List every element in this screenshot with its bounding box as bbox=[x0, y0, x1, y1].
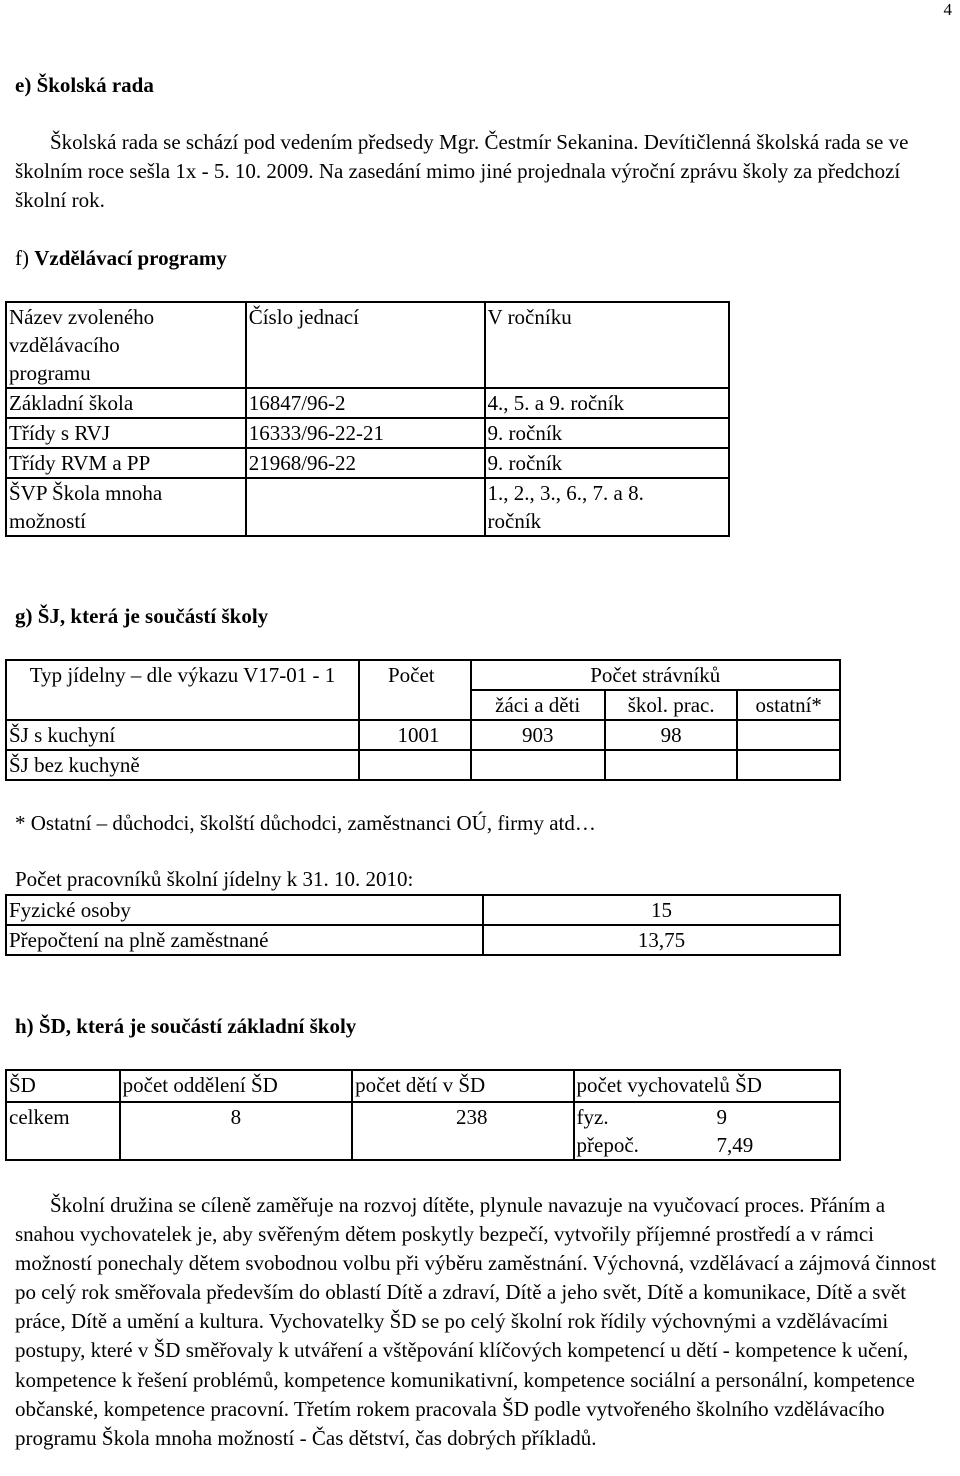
after-school-header bbox=[6, 1070, 840, 1102]
canteen-cell: 903 bbox=[471, 720, 605, 750]
staff-cell: Přepočtení na plně zaměstnané bbox=[6, 925, 483, 955]
programs-table bbox=[5, 301, 730, 537]
canteen-cell bbox=[737, 750, 840, 780]
canteen-cell: ŠJ bez kuchyně bbox=[6, 750, 359, 780]
canteen-header-strav: Počet strávníků bbox=[471, 660, 840, 690]
after-school-table bbox=[5, 1069, 841, 1161]
programs-header-grade: V ročníku bbox=[485, 302, 729, 388]
canteen-header-count: Počet bbox=[359, 660, 471, 720]
table-row bbox=[6, 1102, 840, 1160]
programs-cell: 4., 5. a 9. ročník bbox=[485, 388, 729, 418]
table-row bbox=[6, 895, 840, 925]
programs-cell: 16847/96-2 bbox=[246, 388, 485, 418]
sd-prepoc-value: 7,49 bbox=[716, 1133, 754, 1157]
table-row bbox=[6, 720, 840, 750]
sd-cell: celkem bbox=[6, 1102, 120, 1160]
staff-cell: Fyzické osoby bbox=[6, 895, 483, 925]
programs-table-header bbox=[6, 302, 729, 388]
programs-cell: 21968/96-22 bbox=[246, 448, 485, 478]
programs-cell: 9. ročník bbox=[485, 448, 729, 478]
canteen-cell: 98 bbox=[605, 720, 737, 750]
section-f-heading-prefix: f) bbox=[15, 246, 35, 270]
programs-cell bbox=[246, 478, 485, 536]
canteen-header-type: Typ jídelny – dle výkazu V17-01 - 1 bbox=[6, 660, 359, 720]
canteen-cell bbox=[605, 750, 737, 780]
canteen-table bbox=[5, 659, 841, 781]
programs-cell: Třídy RVM a PP bbox=[6, 448, 246, 478]
table-row bbox=[6, 925, 840, 955]
sd-header: počet oddělení ŠD bbox=[120, 1070, 352, 1102]
canteen-cell bbox=[737, 720, 840, 750]
canteen-cell: ŠJ s kuchyní bbox=[6, 720, 359, 750]
programs-cell: 16333/96-22-21 bbox=[246, 418, 485, 448]
table-row bbox=[6, 750, 840, 780]
programs-cell: Základní škola bbox=[6, 388, 246, 418]
section-h-heading: h) ŠD, která je součástí základní školy bbox=[15, 1014, 357, 1038]
table-row bbox=[6, 388, 729, 418]
section-e-paragraph: Školská rada se schází pod vedením předsedy Mgr. Čestmír Sekanina. Devítičlenná školská rada se ve školním roce sešla 1x - 5. 10. 2009. Na zasedání mimo jiné projednala výroční zprávu školy za předchozí školní rok. bbox=[15, 130, 909, 212]
staff-cell: 13,75 bbox=[483, 925, 840, 955]
programs-header-name: Název zvoleného vzdělávacího programu bbox=[6, 302, 246, 388]
sd-cell bbox=[574, 1102, 840, 1160]
canteen-subheader: žáci a děti bbox=[471, 690, 605, 720]
sd-cell: 238 bbox=[352, 1102, 573, 1160]
canteen-subheader: škol. prac. bbox=[605, 690, 737, 720]
section-h-paragraph: Školní družina se cíleně zaměřuje na rozvoj dítěte, plynule navazuje na vyučovací proces. Přáním a snahou vychovatelek je, aby svěřeným dětem poskytly bezpečí, vytvořily příjemné prostředí a v rámci možností ponechaly dětem svobodnou volbu při výběru zaměstnání. Výchovná, vzdělávací a zájmová činnost po celý rok směřovala především do oblastí Dítě a zdraví, Dítě a jeho svět, Dítě a komunikace, Dítě a svět práce, Dítě a umění a kultura. Vychovatelky ŠD se po celý školní rok řídily výchovnými a vzdělávacími postupy, které v ŠD směřovaly k utváření a vštěpování klíčových kompetencí u dětí - kompetence k učení, kompetence k řešení problémů, kompetence komunikativní, kompetence sociální a personální, kompetence občanské, kompetence pracovní. Třetím rokem pracovala ŠD podle vytvořeného školního vzdělávacího programu Škola mnoha možností - Čas dětství, čas dobrých příkladů. bbox=[15, 1193, 937, 1450]
canteen-subheader: ostatní* bbox=[737, 690, 840, 720]
programs-cell: ŠVP Škola mnoha možností bbox=[6, 478, 246, 536]
canteen-table-header bbox=[6, 660, 840, 690]
sd-prepoc-label: přepoč. bbox=[576, 1133, 639, 1157]
staff-cell: 15 bbox=[483, 895, 840, 925]
section-f-heading bbox=[15, 245, 227, 272]
canteen-cell: 1001 bbox=[359, 720, 471, 750]
table-row bbox=[6, 448, 729, 478]
page-number: 4 bbox=[943, 0, 952, 19]
programs-cell: 1., 2., 3., 6., 7. a 8. ročník bbox=[485, 478, 729, 536]
sd-cell: 8 bbox=[120, 1102, 352, 1160]
canteen-cell bbox=[359, 750, 471, 780]
canteen-staff-table bbox=[5, 894, 841, 956]
section-g-heading: g) ŠJ, která je součástí školy bbox=[15, 604, 269, 628]
section-e-heading: e) Školská rada bbox=[15, 73, 154, 97]
sd-fyz-value: 9 bbox=[716, 1105, 728, 1129]
section-f-heading-text: Vzdělávací programy bbox=[34, 246, 227, 270]
canteen-footnote: * Ostatní – důchodci, školští důchodci, zaměstnanci OÚ, firmy atd… bbox=[15, 811, 596, 835]
programs-header-ref: Číslo jednací bbox=[246, 302, 485, 388]
programs-cell: 9. ročník bbox=[485, 418, 729, 448]
sd-header: ŠD bbox=[6, 1070, 120, 1102]
table-row bbox=[6, 478, 729, 536]
table-row bbox=[6, 418, 729, 448]
canteen-cell bbox=[471, 750, 605, 780]
sd-header: počet dětí v ŠD bbox=[352, 1070, 573, 1102]
sd-header: počet vychovatelů ŠD bbox=[574, 1070, 840, 1102]
sd-fyz-label: fyz. bbox=[576, 1105, 609, 1129]
canteen-staff-title: Počet pracovníků školní jídelny k 31. 10. 2010: bbox=[15, 867, 414, 891]
programs-cell: Třídy s RVJ bbox=[6, 418, 246, 448]
